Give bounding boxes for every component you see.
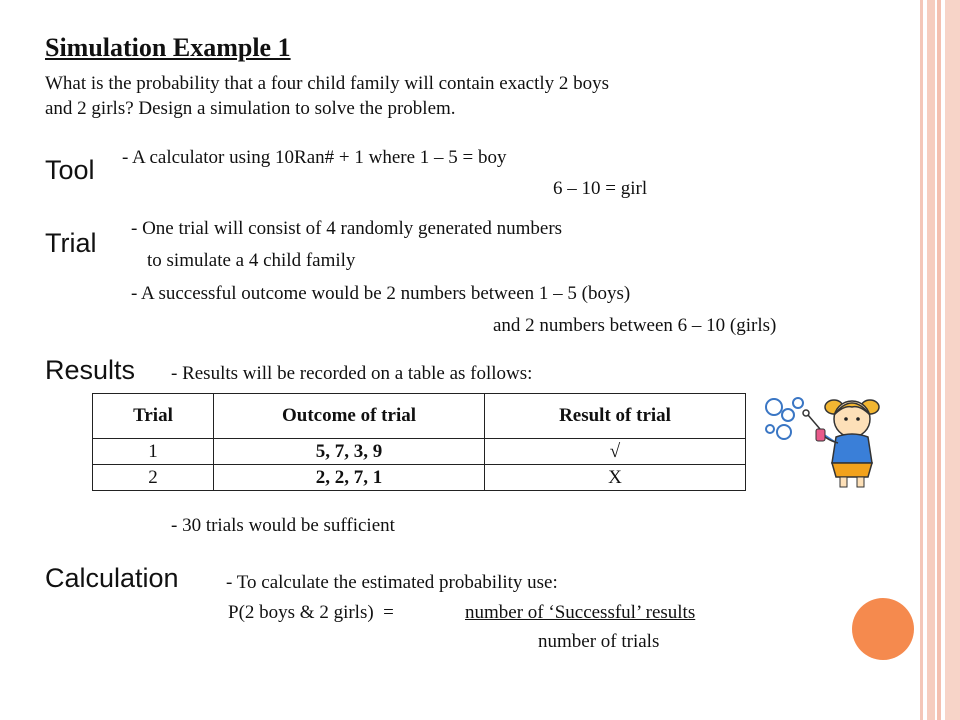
trial-number-cell: 2 <box>93 465 214 491</box>
tool-heading: Tool <box>45 155 95 185</box>
girl-bubbles-illustration <box>760 385 880 490</box>
decorative-stripe <box>920 0 923 720</box>
trial-line-3: - A successful outcome would be 2 numbers between 1 – 5 (boys) <box>131 283 631 304</box>
column-header: Outcome of trial <box>214 394 485 439</box>
formula-denominator: number of trials <box>538 631 660 652</box>
decorative-stripe <box>937 0 941 720</box>
formula-numerator: number of ‘Successful’ results <box>465 602 696 623</box>
decorative-stripe <box>927 0 935 720</box>
trial-number-cell: 1 <box>93 439 214 465</box>
column-header: Result of trial <box>485 394 746 439</box>
question-line-2: and 2 girls? Design a simulation to solve the problem. <box>45 98 456 119</box>
calculation-line-1: - To calculate the estimated probability use: <box>226 572 558 593</box>
calculation-heading: Calculation <box>45 563 179 593</box>
trial-line-1: - One trial will consist of 4 randomly generated numbers <box>131 218 563 239</box>
table-row <box>93 439 746 465</box>
tool-line-1: - A calculator using 10Ran# + 1 where 1 – 5 = boy <box>122 147 507 168</box>
outcome-cell: 2, 2, 7, 1 <box>214 465 485 491</box>
table-header-row <box>93 394 746 439</box>
results-intro: - Results will be recorded on a table as follows: <box>171 363 533 384</box>
result-cell: √ <box>485 439 746 465</box>
result-cell: X <box>485 465 746 491</box>
column-header: Trial <box>93 394 214 439</box>
outcome-cell: 5, 7, 3, 9 <box>214 439 485 465</box>
results-table <box>92 393 746 491</box>
results-heading: Results <box>45 355 136 385</box>
table-row <box>93 465 746 491</box>
tool-line-2: 6 – 10 = girl <box>553 178 648 199</box>
orange-circle-decoration <box>852 598 914 660</box>
question-line-1: What is the probability that a four child family will contain exactly 2 boys <box>45 73 610 94</box>
decorative-stripe <box>945 0 960 720</box>
trial-heading: Trial <box>45 228 97 258</box>
formula-left: P(2 boys & 2 girls) = <box>228 602 399 623</box>
trial-line-4: and 2 numbers between 6 – 10 (girls) <box>493 315 777 336</box>
trial-line-2: to simulate a 4 child family <box>147 250 356 271</box>
results-note: - 30 trials would be sufficient <box>171 515 395 536</box>
slide-title: Simulation Example 1 <box>45 33 291 62</box>
